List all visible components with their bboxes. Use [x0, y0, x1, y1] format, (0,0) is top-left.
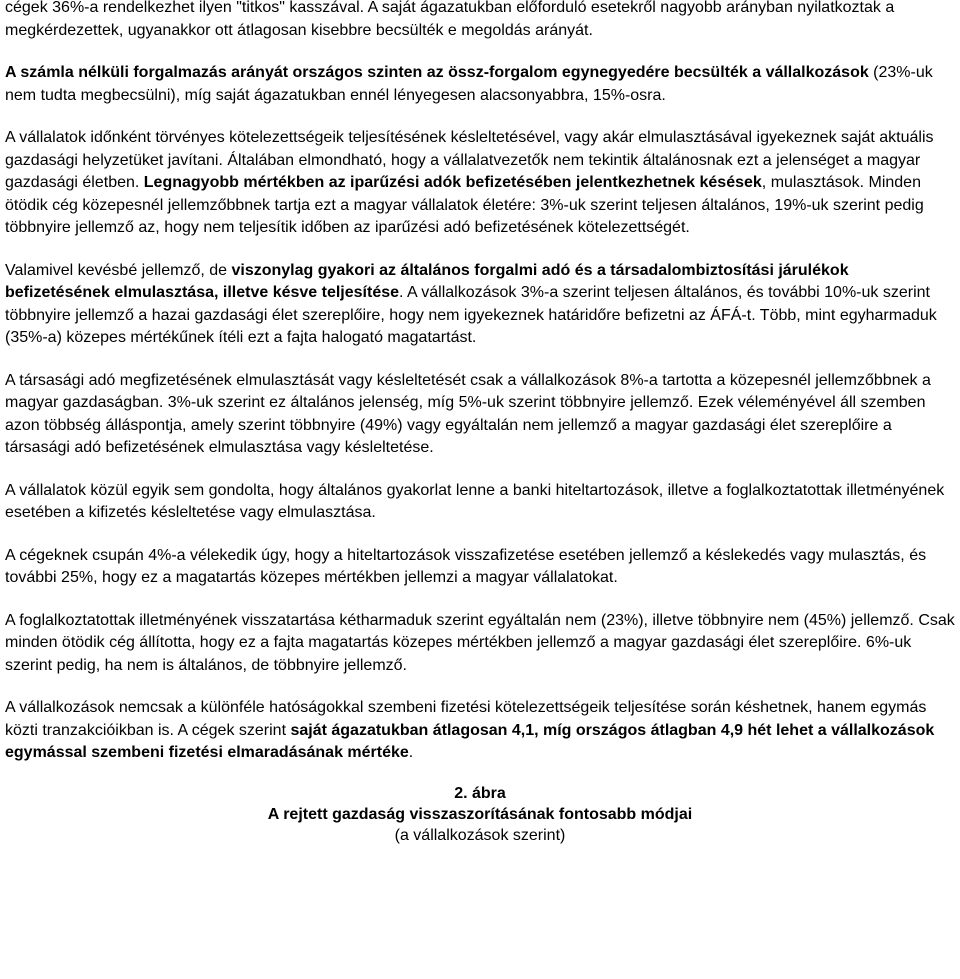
paragraph-text: . A vállalkozások 3%-a szerint teljesen általános, és további 10%-uk szerint többnyire jellemző a hazai gazdasági élet szereplőire, hogy nem igyekeznek határidőre befizetni az ÁFÁ-t. Több, mint egyharmaduk (35%-a) közepes mértékűnek ítéli ezt a fajta halogató magatartást.: [5, 284, 937, 346]
figure-subtitle: (a vállalkozások szerint): [394, 826, 566, 844]
paragraph-text: A vállalatok időnként törvényes kötelezettségeik teljesítésének késleltetésével, vagy akár elmulasztásával igyekeznek saját aktuális gazdasági helyzetüket javítani. Általában elmondható, hogy a vállalatvezetők nem tekintik általánosnak ezt a jelenséget a magyar gazdasági életben.: [5, 129, 934, 191]
paragraph-bold-text: saját ágazatukban átlagosan 4,1, míg országos átlagban 4,9 hét lehet a vállalkozások egymással szembeni fizetési elmaradásának mértéke: [5, 721, 935, 761]
paragraph-bold-text: viszonylag gyakori az általános forgalmi adó és a társadalombiztosítási járulékok befizetésének elmulasztása, illetve késve teljesítése: [5, 261, 849, 301]
paragraph-corporate-tax: [5, 370, 955, 460]
paragraph-text: A vállalatok közül egyik sem gondolta, hogy általános gyakorlat lenne a banki hiteltartozások, illetve a foglalkoztatottak illetményének esetében a kifizetés késleltetése vagy elmulasztása.: [5, 481, 945, 521]
paragraph-text: Valamivel kevésbé jellemző, de: [5, 261, 232, 279]
paragraph-text: A cégeknek csupán 4%-a vélekedik úgy, hogy a hiteltartozások visszafizetése esetében jellemző a késlekedés vagy mulasztás, és további 25%, hogy ez a magatartás közepes mértékben jellemzi a magyar vállalatokat.: [5, 546, 927, 586]
paragraph-text: cégek 36%-a rendelkezhet ilyen "titkos" kasszával. A saját ágazatukban előforduló esetekről nagyobb arányban nyilatkoztak a megkérdezettek, ugyanakkor ott átlagosan kisebbre becsülték e megoldás arányát.: [5, 0, 895, 39]
paragraph-text: .: [408, 744, 414, 761]
paragraph-text: A foglalkoztatottak illetményének visszatartása kétharmaduk szerint egyáltalán nem (23%), illetve többnyire nem (45%) jellemző. Csak minden ötödik cég állította, hogy ez a fajta magatartás közepes mértékben jellemző a magyar gazdasági élet szereplőire. 6%-uk szerint pedig, ha nem is általános, de többnyire jellemző.: [5, 611, 955, 674]
paragraph-payment-delays: [5, 697, 955, 765]
paragraph-vat: [5, 260, 955, 350]
figure-number: 2. ábra: [454, 784, 506, 802]
figure-caption: [5, 783, 955, 846]
paragraph-bold-text: Legnagyobb mértékben az iparűzési adók befizetésében jelentkezhetnek késések: [143, 174, 762, 191]
paragraph-text: A vállalkozások nemcsak a különféle hatóságokkal szembeni fizetési kötelezettségeik teljesítése során késhetnek, hanem egymás közti tranzakcióikban is. A cégek szerint: [5, 699, 927, 739]
paragraph-business-tax: [5, 127, 955, 240]
paragraph-text: (23%-uk nem tudta megbecsülni), míg saját ágazatukban ennél lényegesen alacsonyabbra, 15%-osra.: [5, 64, 933, 104]
paragraph-wages: [5, 610, 955, 678]
paragraph-cash-funds: [5, 0, 955, 42]
paragraph-unbilled-sales: [5, 62, 955, 107]
paragraph-bold-text: A számla nélküli forgalmazás arányát országos szinten az össz-forgalom egynegyedére becsülték a vállalkozások: [5, 64, 869, 81]
figure-title: A rejtett gazdaság visszaszorításának fontosabb módjai: [267, 805, 693, 823]
paragraph-loan-repayment: [5, 545, 955, 590]
paragraph-text: , mulasztások. Minden ötödik cég közepesnél jellemzőbbnek tartja ezt a magyar vállalatok életére: 3%-uk szerint teljesen általános, 19%-uk szerint pedig többnyire jellemző az, hogy nem teljesítik időben az iparűzési adó befizetésének kötelezettségét.: [5, 174, 924, 236]
paragraph-text: A társasági adó megfizetésének elmulasztását vagy késleltetését csak a vállalkozások 8%-a tartotta a közepesnél jellemzőbbnek a magyar gazdaságban. 3%-uk szerint ez általános jelenség, míg 5%-uk szerint többnyire jellemző. Ezek véleményével áll szemben azon többség álláspontja, amely szerint többnyire (49%) vagy egyáltalán nem jellemző a magyar gazdasági élet szereplőire a társasági adó befizetésének elmulasztása vagy késleltetése.: [5, 371, 931, 456]
paragraph-bank-debts: [5, 480, 955, 525]
